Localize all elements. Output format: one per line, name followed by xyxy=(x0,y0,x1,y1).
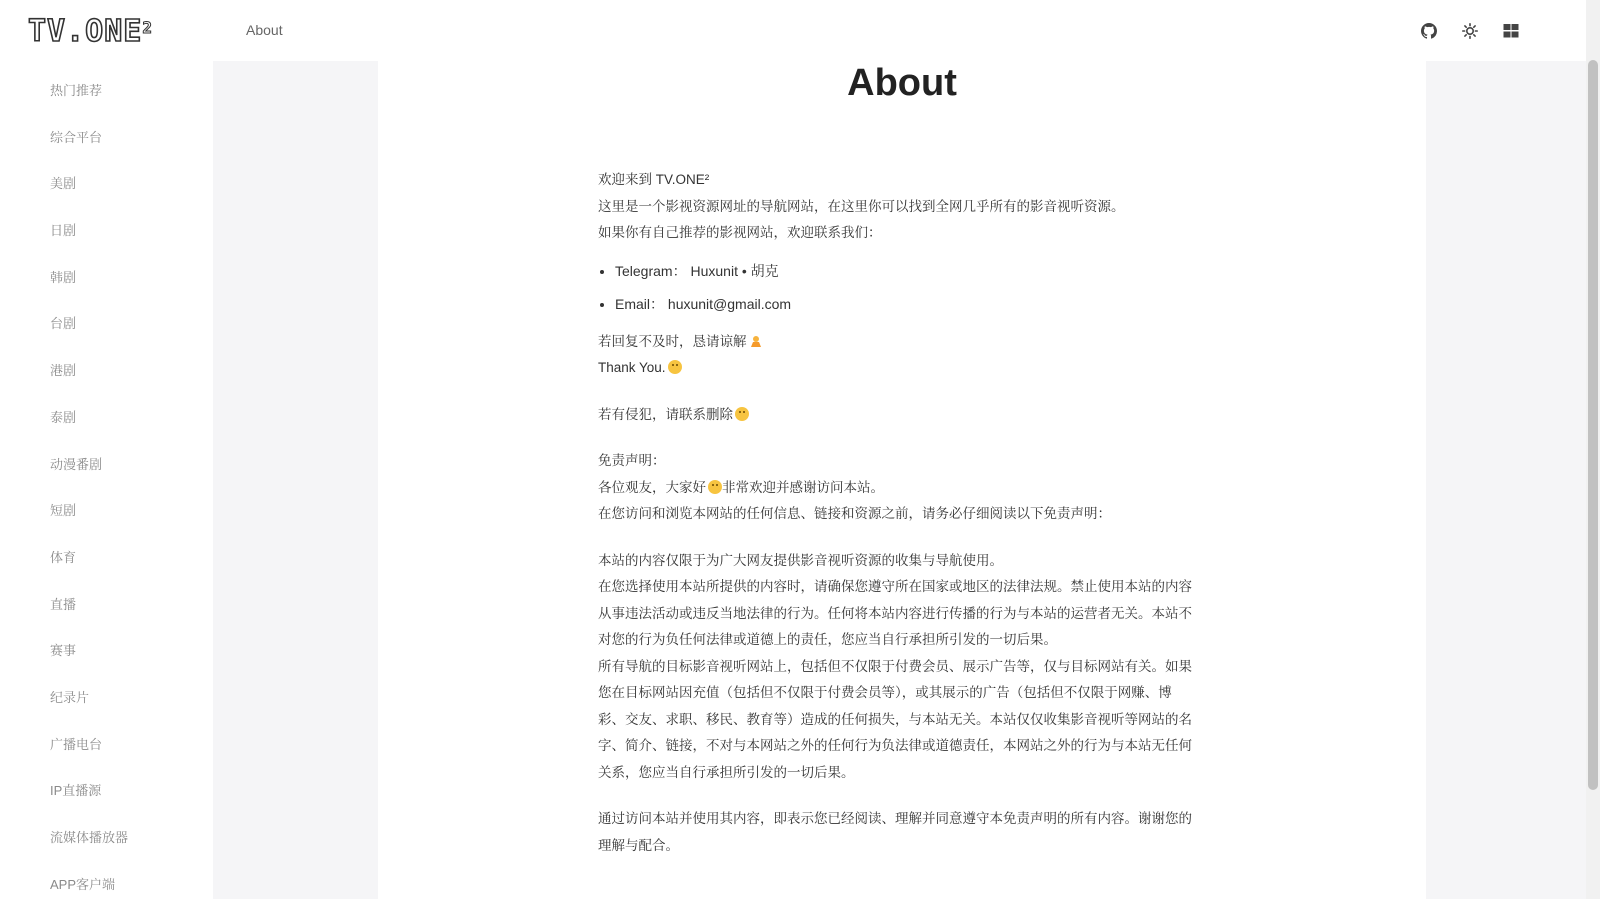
sidebar-item[interactable]: 综合平台 xyxy=(50,129,103,145)
sidebar-item[interactable]: 韩剧 xyxy=(50,269,77,285)
infringe-text: 若有侵犯，请联系删除 xyxy=(598,406,733,422)
sidebar-item[interactable]: 日剧 xyxy=(50,223,77,239)
telegram-link[interactable]: Huxunit • 胡克 xyxy=(690,262,779,279)
thanks-text: Thank You. xyxy=(598,360,666,375)
sidebar-item[interactable]: 台剧 xyxy=(50,316,77,332)
reply-note: 若回复不及时，恳请谅解 xyxy=(598,333,747,349)
sidebar-item[interactable]: 直播 xyxy=(50,596,77,612)
sidebar-item[interactable]: 体育 xyxy=(50,549,77,565)
main-content xyxy=(378,61,1426,899)
intro-line: 欢迎来到 TV.ONE² xyxy=(598,172,710,187)
about-body xyxy=(598,167,1198,859)
contact-telegram xyxy=(615,255,1198,288)
site-logo[interactable] xyxy=(28,14,153,50)
greet-b: 非常欢迎并感谢访问本站。 xyxy=(722,479,884,495)
logo-text: TV.ONE xyxy=(28,14,143,49)
topbar xyxy=(213,0,1586,61)
sidebar-item[interactable]: 动漫番剧 xyxy=(50,456,103,472)
github-icon[interactable] xyxy=(1418,20,1440,42)
grid-icon[interactable] xyxy=(1500,20,1522,42)
sidebar-item[interactable]: 广播电台 xyxy=(50,736,103,752)
closing-paragraph: 通过访问本站并使用其内容，即表示您已经阅读、理解并同意遵守本免责声明的所有内容。谢谢您的理解与配合。 xyxy=(598,811,1192,853)
infringe-line xyxy=(598,402,1198,429)
intro-line: 如果你有自己推荐的影视网站，欢迎联系我们： xyxy=(598,225,882,240)
sidebar-nav xyxy=(0,68,213,899)
sidebar-item[interactable]: 港剧 xyxy=(50,363,77,379)
contact-label: Email： xyxy=(615,295,665,312)
disclaimer-greet xyxy=(598,475,1198,502)
logo-sup: 2 xyxy=(142,18,154,37)
scrollbar-thumb[interactable] xyxy=(1588,60,1598,790)
term-paragraph: 所有导航的目标影音视听网站上，包括但不仅限于付费会员、展示广告等，仅与目标网站有关。如果您在目标网站因充值（包括但不仅限于付费会员等），或其展示的广告（包括但不仅限于网赚、博彩、交友、求职、移民、教育等）造成的任何损失，与本站无关。本站仅仅收集影音视听等网站的名字、简介、链接，不对与本网站之外的任何行为负法律或道德责任，本网站之外的行为与本站无任何关系，您应当自行承担所引发的一切后果。 xyxy=(598,658,1192,780)
page-title: About xyxy=(847,62,957,104)
sidebar-item[interactable]: 美剧 xyxy=(50,176,77,192)
email-link[interactable]: huxunit@gmail.com xyxy=(667,295,792,312)
term-paragraph: 在您选择使用本站所提供的内容时，请确保您遵守所在国家或地区的法律法规。禁止使用本站的内容从事违法活动或违反当地法律的行为。任何将本站内容进行传播的行为与本站的运营者无关。本站不对您的行为负任何法律或道德上的责任，您应当自行承担所引发的一切后果。 xyxy=(598,579,1192,647)
sidebar-item[interactable]: 赛事 xyxy=(50,643,77,659)
intro-line: 这里是一个影视资源网址的导航网站，在这里你可以找到全网几乎所有的影音视听资源。 xyxy=(598,198,1125,214)
term-paragraph: 本站的内容仅限于为广大网友提供影音视听资源的收集与导航使用。 xyxy=(598,552,1003,568)
contact-label: Telegram： xyxy=(615,262,687,279)
bow-emoji-icon xyxy=(749,334,763,348)
smile-emoji-icon xyxy=(708,480,722,494)
contact-list xyxy=(598,255,1198,321)
sidebar-item[interactable]: 短剧 xyxy=(50,503,77,519)
sidebar-item[interactable]: 泰剧 xyxy=(50,409,77,425)
sidebar-item[interactable]: APP客户端 xyxy=(50,876,116,892)
thanks-line xyxy=(598,355,1198,382)
greet-a: 各位观友，大家好 xyxy=(598,479,706,495)
sidebar xyxy=(0,0,213,899)
disclaimer-title: 免责声明： xyxy=(598,453,666,468)
contact-email xyxy=(615,288,1198,321)
theme-toggle-icon[interactable] xyxy=(1459,20,1481,42)
smile-emoji-icon xyxy=(735,407,749,421)
sidebar-item[interactable]: IP直播源 xyxy=(50,783,102,799)
breadcrumb[interactable]: About xyxy=(246,22,283,38)
reply-note-line xyxy=(598,329,1198,356)
sidebar-item[interactable]: 热门推荐 xyxy=(50,83,103,98)
sidebar-item[interactable]: 纪录片 xyxy=(50,689,90,705)
smile-emoji-icon xyxy=(668,360,682,374)
disclaimer-read: 在您访问和浏览本网站的任何信息、链接和资源之前，请务必仔细阅读以下免责声明： xyxy=(598,506,1111,521)
sidebar-item[interactable]: 流媒体播放器 xyxy=(50,830,129,845)
